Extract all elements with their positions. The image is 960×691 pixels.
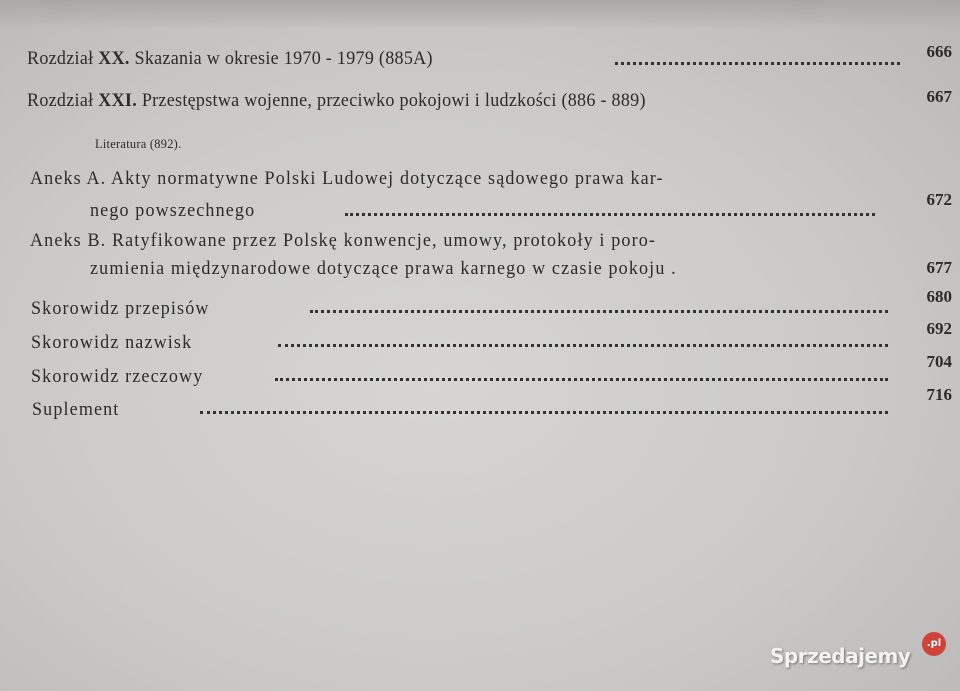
entry-prefix: Rozdział (27, 48, 94, 69)
page-number: 716 (926, 385, 952, 404)
page-number: 667 (926, 87, 952, 106)
toc-entry-aneks-a-line1: Aneks A. Akty normatywne Polski Ludowej dotyczące sądowego prawa kar- (30, 168, 664, 189)
dot-leader (200, 411, 888, 414)
page-number: 704 (926, 352, 952, 371)
dot-leader (278, 344, 888, 347)
toc-entry-skorowidz-rzeczowy: Skorowidz rzeczowy (31, 366, 204, 387)
entry-numeral: XX. (98, 48, 130, 69)
entry-prefix: Rozdział (27, 90, 94, 111)
dot-leader (310, 310, 888, 313)
page-number: 666 (926, 42, 952, 61)
watermark-badge: .pl (922, 632, 946, 656)
toc-entry-aneks-b-line1: Aneks B. Ratyfikowane przez Polskę konwencje, umowy, protokoły i poro- (30, 230, 657, 251)
page-number: 677 (926, 258, 952, 277)
watermark-logo: Sprzedajemy (770, 644, 911, 668)
page-number: 672 (926, 190, 952, 209)
page-shadow (0, 0, 960, 30)
toc-entry-suplement: Suplement (32, 399, 120, 420)
toc-entry-chapter-xxi (27, 90, 646, 112)
entry-title: Skazania w okresie 1970 - 1979 (885A) (134, 48, 433, 69)
toc-entry-aneks-b-line2: zumienia międzynarodowe dotyczące prawa karnego w czasie pokoju . (90, 258, 677, 279)
toc-subentry-literatura: Literatura (892). (95, 136, 182, 151)
toc-entry-chapter-xx (27, 48, 433, 70)
dot-leader (345, 213, 875, 216)
dot-leader (615, 62, 900, 65)
page-number: 680 (926, 287, 952, 306)
dot-leader (275, 378, 888, 381)
entry-title: Przestępstwa wojenne, przeciwko pokojowi i ludzkości (886 - 889) (141, 90, 646, 111)
toc-entry-skorowidz-przepisow: Skorowidz przepisów (31, 298, 210, 319)
toc-entry-aneks-a-line2: nego powszechnego (90, 200, 256, 221)
page-number: 692 (926, 319, 952, 338)
toc-entry-skorowidz-nazwisk: Skorowidz nazwisk (31, 332, 193, 353)
entry-numeral: XXI. (98, 90, 138, 111)
